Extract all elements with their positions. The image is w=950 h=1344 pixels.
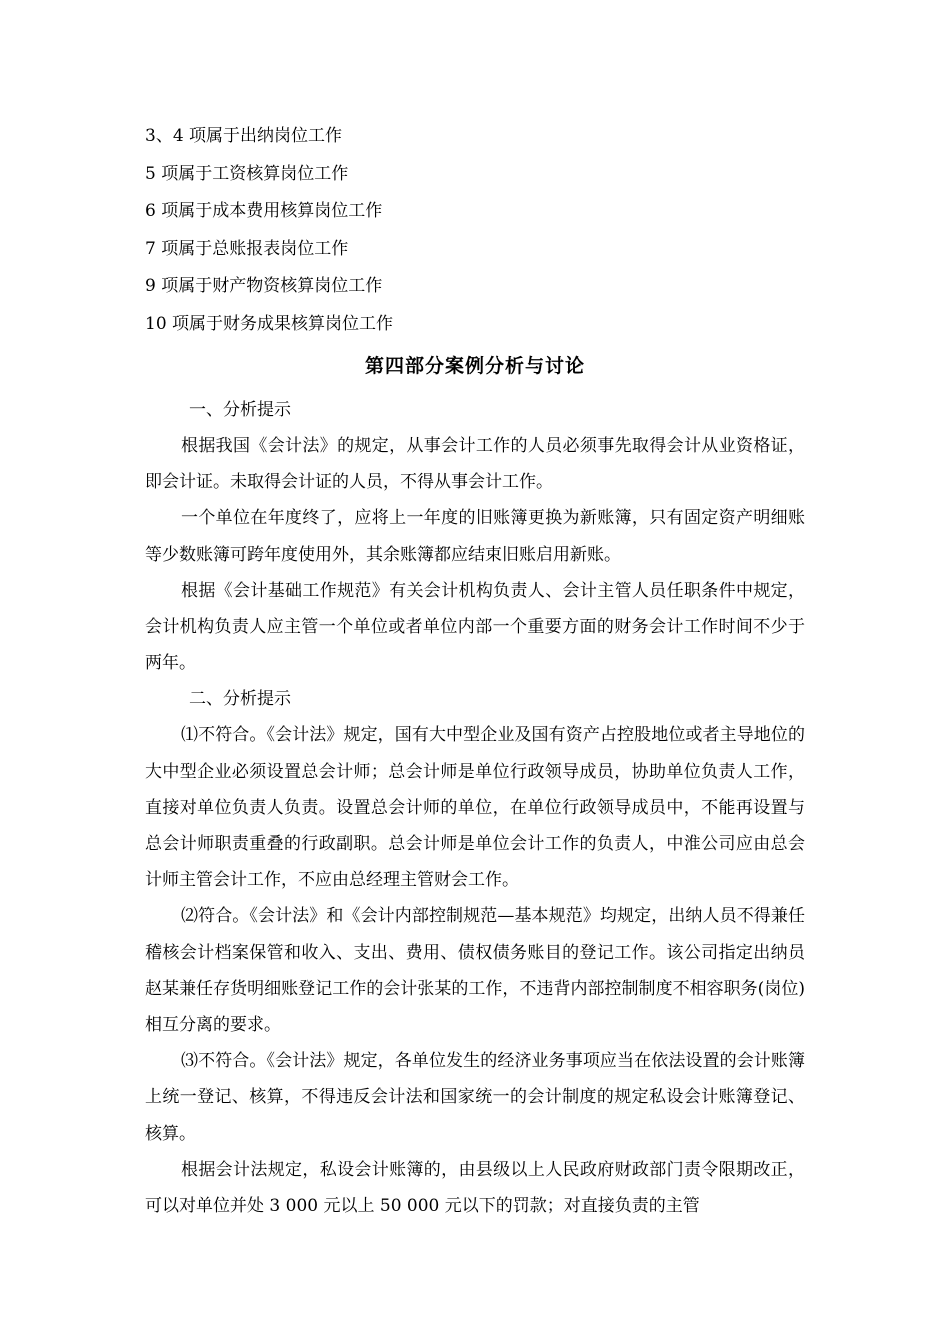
part2-heading: 二、分析提示 [189, 689, 291, 710]
part2-paragraph: 根据会计法规定，私设会计账簿的，由县级以上人民政府财政部门责令限期改正，可以对单位并处 3 000 元以上 50 000 元以下的罚款；对直接负责的主管 [145, 1159, 805, 1217]
list-item: 7 项属于总账报表岗位工作 [145, 238, 349, 259]
part1-heading: 一、分析提示 [189, 400, 291, 420]
part2-paragraph: ⑴不符合。《会计法》规定，国有大中型企业及国有资产占控股地位或者主导地位的大中型企业必须设置总会计师；总会计师是单位行政领导成员，协助单位负责人工作，直接对单位负责人负责。设置总会计师的单位，在单位行政领导成员中，不能再设置与总会计师职责重叠的行政副职。总会计师是单位会计工作的负责人，中淮公司应由总会计师主管会计工作，不应由总经理主管财会工作。 [145, 725, 805, 891]
case-analysis-body [145, 392, 805, 1224]
list-item: 3、4 项属于出纳岗位工作 [145, 126, 343, 146]
section-title: 第四部分案例分析与讨论 [364, 355, 585, 377]
part1-paragraph: 根据《会计基础工作规范》有关会计机构负责人、会计主管人员任职条件中规定，会计机构负责人应主管一个单位或者单位内部一个重要方面的财务会计工作时间不少于两年。 [145, 580, 805, 674]
part1-paragraph: 一个单位在年度终了，应将上一年度的旧账簿更换为新账簿，只有固定资产明细账等少数账簿可跨年度使用外，其余账簿都应结束旧账启用新账。 [145, 508, 805, 565]
list-item: 9 项属于财产物资核算岗位工作 [145, 276, 383, 296]
list-item: 10 项属于财务成果核算岗位工作 [145, 313, 394, 334]
part2-paragraph: ⑶不符合。《会计法》规定，各单位发生的经济业务事项应当在依法设置的会计账簿上统一登记、核算，不得违反会计法和国家统一的会计制度的规定私设会计账簿登记、核算。 [145, 1051, 805, 1144]
part2-paragraph: ⑵符合。《会计法》和《会计内部控制规范—基本规范》均规定，出纳人员不得兼任稽核会计档案保管和收入、支出、费用、债权债务账目的登记工作。该公司指定出纳员赵某兼任存货明细账登记工作的会计张某的工作，不违背内部控制制度不相容职务(岗位)相互分离的要求。 [145, 906, 805, 1036]
part1-paragraph: 根据我国《会计法》的规定，从事会计工作的人员必须事先取得会计从业资格证，即会计证。未取得会计证的人员，不得从事会计工作。 [145, 436, 805, 493]
list-item: 6 项属于成本费用核算岗位工作 [145, 201, 383, 221]
post-assignment-list [145, 118, 805, 343]
list-item: 5 项属于工资核算岗位工作 [145, 163, 349, 184]
